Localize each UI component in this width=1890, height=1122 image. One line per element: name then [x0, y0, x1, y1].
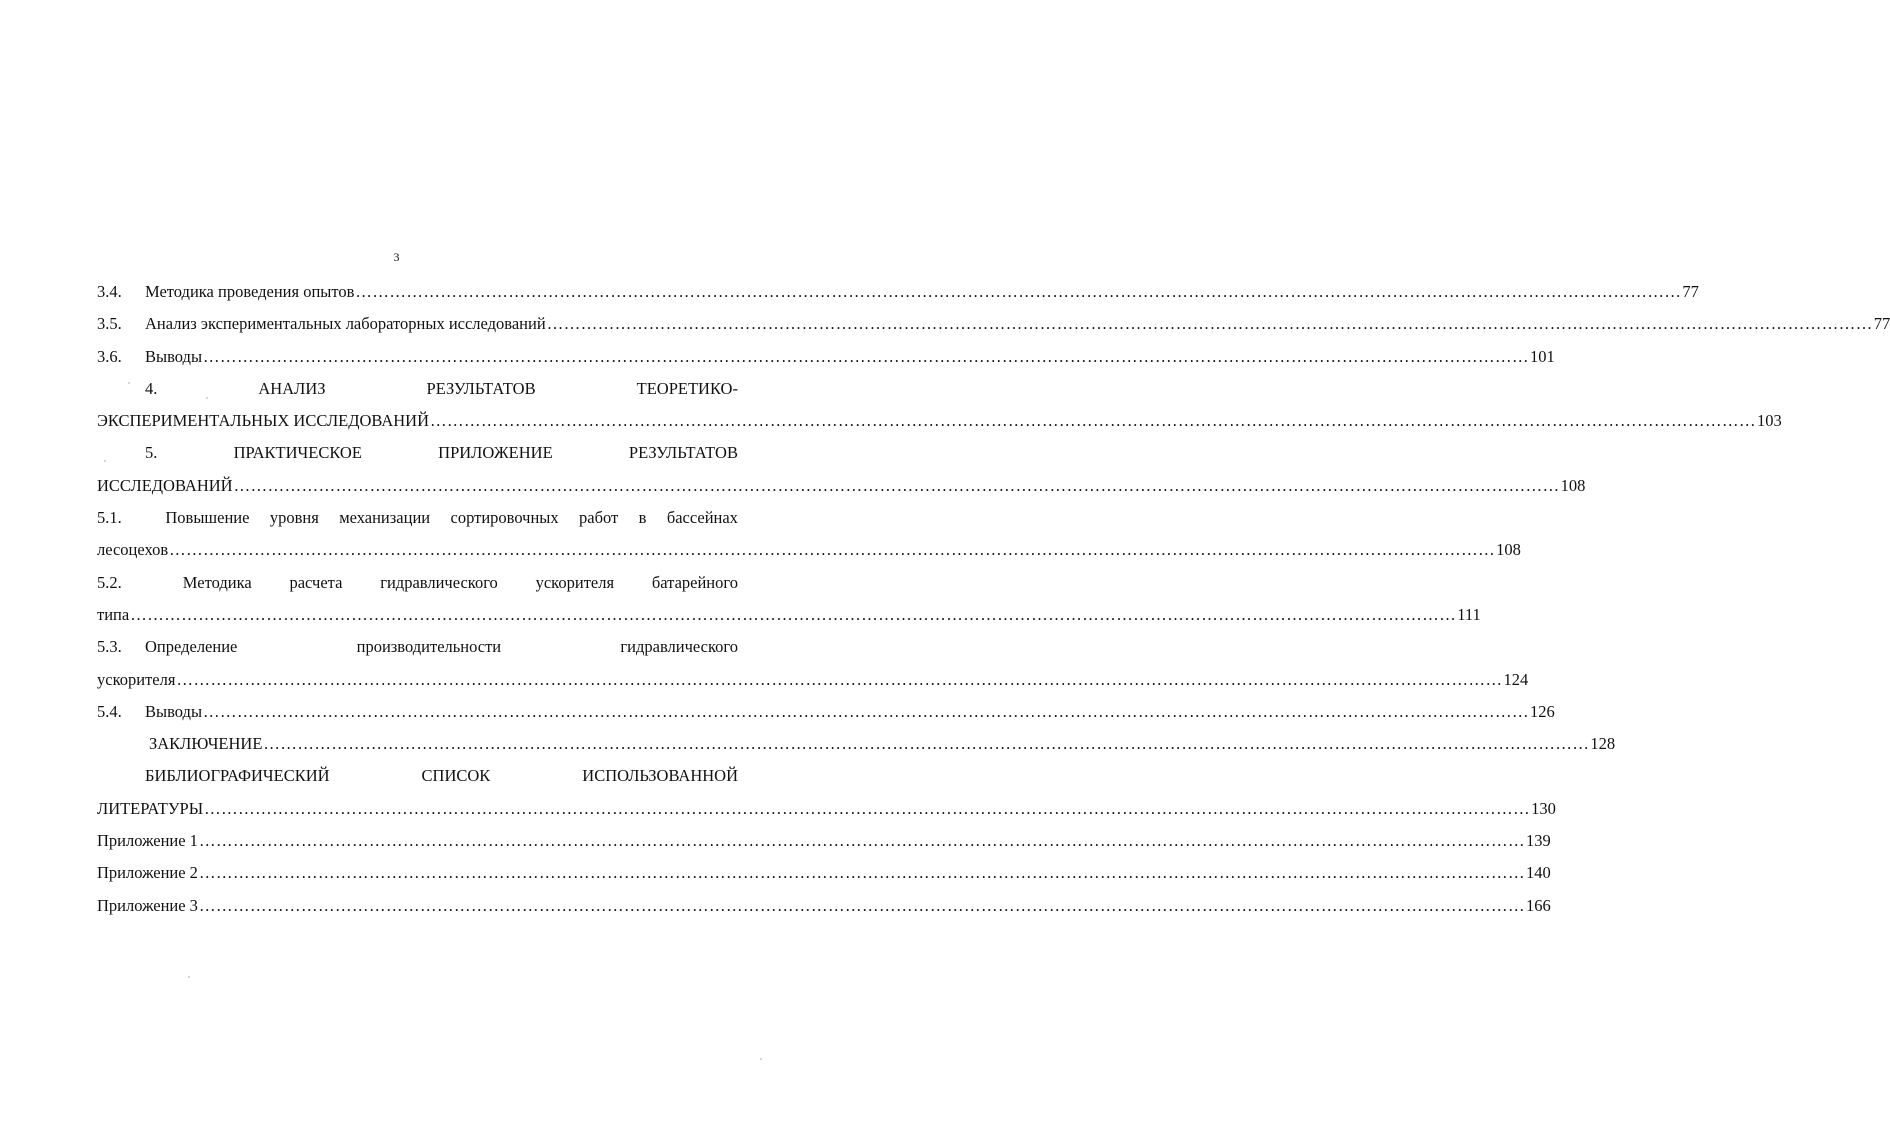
toc-entry-title: Приложение 1	[97, 831, 198, 851]
dot-leader: ………………………………………………………………………………………………………………………………………………………………………………………………………………	[169, 540, 1496, 560]
toc-entry-appendix-1	[97, 825, 1551, 857]
toc-entry-3-6	[97, 341, 1555, 373]
toc-entry-5-3-line2	[97, 664, 1529, 696]
toc-entry-word: ПРИЛОЖЕНИЕ	[438, 443, 553, 463]
toc-entry-title: Приложение 3	[97, 895, 198, 915]
toc-entry-word: РЕЗУЛЬТАТОВ	[426, 378, 536, 398]
toc-entry-5-line1	[97, 437, 738, 469]
toc-entry-title: ЭКСПЕРИМЕНТАЛЬНЫХ ИССЛЕДОВАНИЙ	[97, 411, 430, 431]
toc-entry-title: ЗАКЛЮЧЕНИЕ	[149, 734, 263, 754]
toc-entry-word: ТЕОРЕТИКО-	[636, 378, 738, 398]
scan-speck	[188, 976, 190, 978]
toc-entry-title: ИССЛЕДОВАНИЙ	[97, 475, 233, 495]
toc-entry-title: Выводы	[145, 346, 203, 366]
toc-entry-title: Выводы	[145, 701, 203, 721]
dot-leader: ………………………………………………………………………………………………………………………………………………………………………………………………………………	[130, 604, 1457, 624]
toc-entry-number: 3.6.	[97, 346, 122, 366]
table-of-contents	[97, 276, 1890, 922]
toc-entry-word: сортировочных	[450, 508, 559, 528]
scan-speck	[760, 1058, 762, 1060]
dot-leader: ………………………………………………………………………………………………………………………………………………………………………………………………………………	[204, 798, 1531, 818]
toc-entry-number: 4.	[145, 378, 158, 398]
toc-entry-appendix-2	[97, 857, 1551, 889]
toc-entry-word: РЕЗУЛЬТАТОВ	[628, 443, 738, 463]
toc-entry-5-2-line1	[97, 567, 738, 599]
toc-entry-page: 128	[1590, 734, 1616, 754]
toc-entry-page: 108	[1560, 475, 1586, 495]
toc-entry-word: ПРАКТИЧЕСКОЕ	[233, 443, 362, 463]
dot-leader: ………………………………………………………………………………………………………………………………………………………………………………………………………………	[203, 701, 1530, 721]
toc-entry-word: Повышение	[165, 508, 250, 528]
toc-entry-word: бассейнах	[666, 508, 738, 528]
toc-entry-word: расчета	[289, 572, 343, 592]
toc-entry-page: 130	[1531, 798, 1556, 818]
toc-entry-word: в	[638, 508, 647, 528]
toc-entry-5-3-line1	[97, 631, 738, 663]
toc-entry-5-1-line1	[97, 502, 738, 534]
toc-entry-page: 126	[1530, 701, 1555, 721]
toc-entry-word: уровня	[269, 508, 319, 528]
toc-entry-title: ЛИТЕРАТУРЫ	[97, 798, 204, 818]
toc-entry-title: Методика проведения опытов	[145, 282, 355, 301]
toc-entry-page: 140	[1525, 863, 1551, 883]
toc-entry-5-2-line2	[97, 599, 1481, 631]
toc-entry-5-1-line2	[97, 534, 1521, 566]
dot-leader: ………………………………………………………………………………………………………………………………………………………………………………………………………………	[430, 411, 1757, 431]
scan-speck	[206, 397, 208, 399]
toc-entry-word: Методика	[182, 572, 252, 592]
scan-speck	[128, 382, 130, 384]
dot-leader: ………………………………………………………………………………………………………………………………………………………………………………………………………………	[198, 831, 1525, 851]
toc-entry-word: АНАЛИЗ	[258, 378, 326, 398]
toc-entry-bibliography-line1	[97, 760, 738, 792]
toc-entry-title: Приложение 2	[97, 863, 198, 883]
dot-leader: ………………………………………………………………………………………………………………………………………………………………………………………………………………	[546, 314, 1873, 334]
page-number: 3	[393, 250, 400, 264]
toc-entry-page: 166	[1525, 895, 1551, 915]
toc-entry-number: 3.4.	[97, 282, 122, 301]
toc-entry-title: ускорителя	[97, 669, 176, 689]
toc-entry-5-4	[97, 696, 1555, 728]
dot-leader: ………………………………………………………………………………………………………………………………………………………………………………………………………………	[263, 734, 1590, 754]
toc-entry-5-line2	[97, 470, 1586, 502]
dot-leader: ………………………………………………………………………………………………………………………………………………………………………………………………………………	[198, 863, 1525, 883]
toc-entry-word: Определение	[145, 637, 238, 657]
toc-entry-word: ИСПОЛЬЗОВАННОЙ	[582, 766, 738, 786]
toc-entry-word: гидравлического	[380, 572, 498, 592]
toc-entry-number: 5.3.	[97, 637, 122, 657]
toc-entry-4-line1	[97, 373, 738, 405]
toc-entry-word: производительности	[356, 637, 502, 657]
toc-entry-number: 3.5.	[97, 314, 122, 334]
toc-entry-word: СПИСОК	[421, 766, 491, 786]
dot-leader: ………………………………………………………………………………………………………………………………………………………………………………………………………………	[203, 346, 1530, 366]
toc-entry-word: БИБЛИОГРАФИЧЕСКИЙ	[145, 766, 330, 786]
toc-entry-word: ускорителя	[535, 572, 615, 592]
dot-leader: ………………………………………………………………………………………………………………………………………………………………………………………………………………	[198, 895, 1525, 915]
toc-entry-bibliography-line2	[97, 793, 1556, 825]
toc-entry-word: гидравлического	[620, 637, 738, 657]
toc-entry-number: 5.2.	[97, 572, 122, 592]
toc-entry-title: типа	[97, 604, 130, 624]
toc-entry-number: 5.	[145, 443, 158, 463]
toc-entry-page: 108	[1496, 540, 1521, 560]
toc-entry-appendix-3	[97, 890, 1551, 922]
toc-entry-title: Анализ экспериментальных лабораторных исследований	[145, 314, 546, 334]
toc-entry-page: 77	[1682, 282, 1699, 301]
toc-entry-page: 103	[1757, 411, 1782, 431]
toc-entry-number: 5.1.	[97, 508, 122, 528]
toc-entry-conclusion	[97, 728, 1616, 760]
toc-entry-3-4	[97, 276, 1699, 308]
toc-entry-word: батарейного	[651, 572, 738, 592]
toc-entry-word: механизации	[339, 508, 431, 528]
toc-entry-word: работ	[579, 508, 619, 528]
toc-entry-page: 124	[1503, 669, 1529, 689]
toc-entry-page: 111	[1457, 604, 1481, 624]
toc-entry-page: 139	[1525, 831, 1551, 851]
toc-entry-page: 77	[1873, 314, 1890, 334]
toc-entry-title: лесоцехов	[97, 540, 169, 560]
scan-speck	[104, 460, 106, 462]
toc-entry-page: 101	[1530, 346, 1555, 366]
dot-leader: ………………………………………………………………………………………………………………………………………………………………………………………………………………	[355, 282, 1682, 301]
toc-entry-3-5	[97, 308, 1890, 340]
toc-entry-4-line2	[97, 405, 1782, 437]
toc-entry-number: 5.4.	[97, 701, 122, 721]
dot-leader: ………………………………………………………………………………………………………………………………………………………………………………………………………………	[176, 669, 1503, 689]
dot-leader: ………………………………………………………………………………………………………………………………………………………………………………………………………………	[233, 475, 1560, 495]
